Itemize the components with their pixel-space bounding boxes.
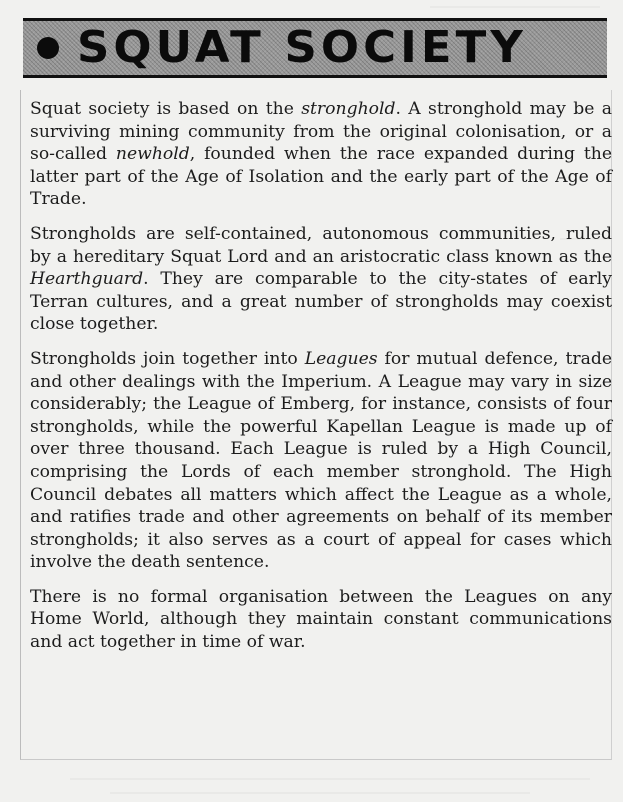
italic-term: stronghold: [301, 99, 396, 119]
show-through-line: [430, 6, 600, 8]
paragraph: [30, 586, 612, 654]
text-run: . A stronghold may be a surviving mining community from the original colonisation, or a so-called: [30, 99, 612, 165]
bullet-icon: [37, 37, 59, 59]
show-through-line: [70, 778, 590, 780]
italic-term: Leagues: [304, 348, 378, 369]
italic-term: Hearthguard: [30, 269, 144, 290]
text-run: for mutual defence, trade and other dealings with the Imperium. A League may vary in size considerably; the League of Emberg, for instance, consists of four strongholds, while the powerful Kapellan League is made up of over three thousand. Each League is ruled by a High Council, comprising the Lords of each member stronghold. The High Council debates all matters which affect the League as a whole, and ratifies trade and other agreements on behalf of its member strongholds; it also serves as a court of appeal for cases which involve the death sentence.: [30, 348, 612, 573]
text-run: . They are comparable to the city-states of early Terran cultures, and a great number of strongholds may coexist close together.: [30, 269, 612, 335]
text-run: Strongholds are self-contained, autonomous communities, ruled by a hereditary Squat Lord and an aristocratic class known as the: [30, 223, 612, 267]
section-header: [23, 18, 607, 78]
paragraph: [30, 348, 612, 574]
text-run: There is no formal organisation between the Leagues on any Home World, although they maintain constant communications and act together in time of war.: [30, 586, 612, 653]
paragraph: [30, 98, 612, 211]
italic-term: newhold: [115, 144, 190, 165]
article-body: [30, 98, 612, 666]
paragraph: [30, 223, 612, 336]
text-run: Strongholds join together into: [30, 348, 305, 369]
section-title: SQUAT SOCIETY: [77, 22, 527, 73]
text-run: Squat society is based on the: [30, 99, 302, 119]
show-through-line: [110, 792, 530, 794]
text-run: , founded when the race expanded during the latter part of the Age of Isolation and the early part of the Age of Trade.: [30, 144, 612, 210]
